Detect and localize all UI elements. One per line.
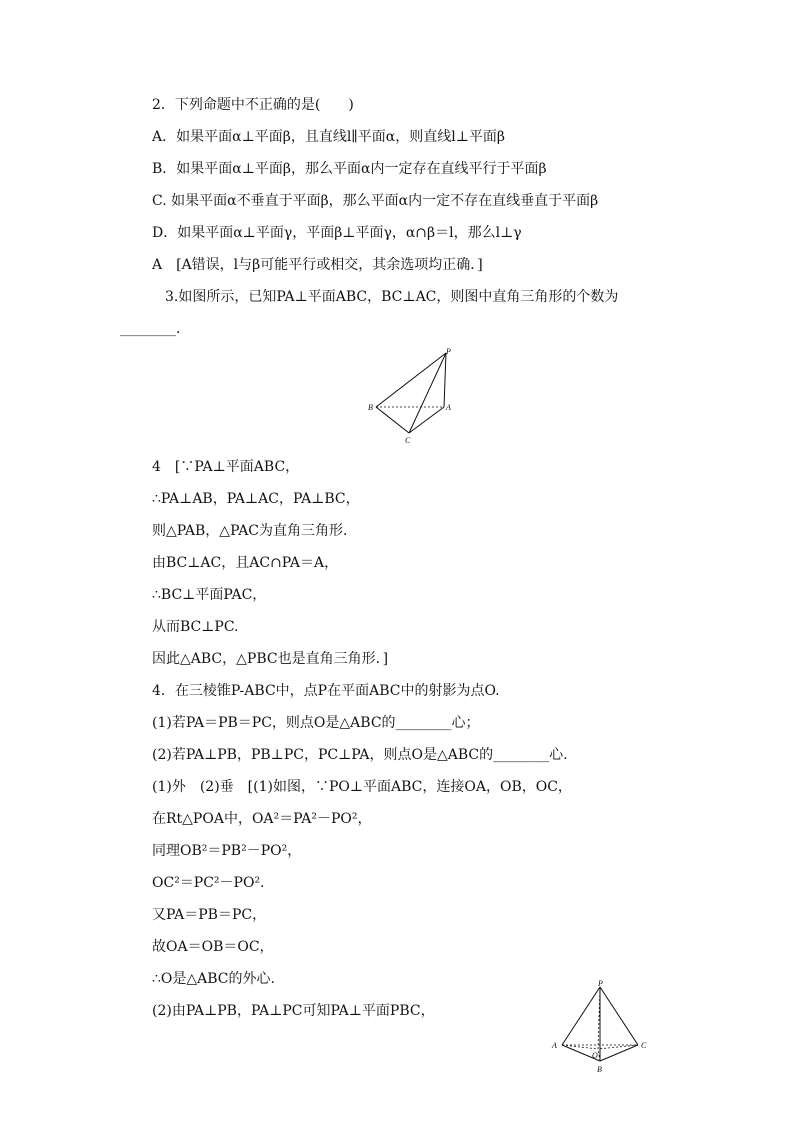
- label-c: C: [405, 436, 411, 445]
- text-line: ∴BC⊥平面PAC，: [152, 587, 267, 603]
- text-line: C. 如果平面α不垂直于平面β，那么平面α内一定不存在直线垂直于平面β: [152, 193, 599, 209]
- text-line: 2．下列命题中不正确的是( ): [152, 97, 354, 113]
- text-line: 由BC⊥AC，且AC∩PA＝A，: [152, 555, 339, 571]
- text-line: 因此△ABC，△PBC也是直角三角形．]: [152, 651, 389, 667]
- text-line: D．如果平面α⊥平面γ，平面β⊥平面γ，α∩β＝l，那么l⊥γ: [152, 225, 522, 241]
- text-line: 3.如图所示，已知PA⊥平面ABC，BC⊥AC，则图中直角三角形的个数为: [165, 289, 619, 305]
- text-line: 又PA＝PB＝PC，: [152, 907, 267, 923]
- text-line: ∴O是△ABC的外心.: [152, 971, 275, 987]
- edge-pb: [376, 353, 446, 407]
- text-line: (2)若PA⊥PB，PB⊥PC，PC⊥PA，则点O是△ABC的________心.: [152, 747, 568, 763]
- text-line: 4 [∵PA⊥平面ABC，: [152, 459, 300, 475]
- text-line: 同理OB²＝PB²－PO²，: [152, 843, 302, 859]
- edge-pc: [600, 987, 638, 1045]
- text-line: 4．在三棱锥P-ABC中，点P在平面ABC中的射影为点O.: [152, 683, 500, 699]
- figure-pyramid-projection: [548, 975, 658, 1085]
- label-c: C: [641, 1041, 647, 1050]
- text-line: B．如果平面α⊥平面β，那么平面α内一定存在直线平行于平面β: [152, 161, 547, 177]
- label-p: P: [598, 979, 603, 988]
- figure-1-svg: [360, 345, 460, 455]
- label-p: P: [446, 347, 451, 356]
- text-line: A．如果平面α⊥平面β，且直线l∥平面α，则直线l⊥平面β: [152, 129, 505, 145]
- edge-pa: [444, 353, 446, 407]
- edge-pa: [562, 987, 600, 1045]
- edge-cb: [600, 1045, 638, 1061]
- edge-ac: [409, 407, 444, 433]
- label-a: A: [552, 1041, 557, 1050]
- label-o: O: [592, 1051, 598, 1060]
- text-line: (1)外 (2)垂 [(1)如图，∵PO⊥平面ABC，连接OA，OB，OC，: [152, 779, 572, 795]
- text-line: ∴PA⊥AB，PA⊥AC，PA⊥BC，: [152, 491, 360, 507]
- label-a: A: [446, 403, 451, 412]
- edge-bc: [376, 407, 409, 433]
- figure-2-svg: [548, 975, 658, 1085]
- edge-pc: [409, 353, 446, 433]
- label-b: B: [368, 403, 373, 412]
- text-line: A [A错误，l与β可能平行或相交，其余选项均正确．]: [152, 257, 483, 273]
- text-line: OC²＝PC²－PO².: [152, 875, 265, 891]
- text-line: 从而BC⊥PC.: [152, 619, 239, 635]
- text-line: 故OA＝OB＝OC，: [152, 939, 274, 955]
- text-line: (2)由PA⊥PB，PA⊥PC可知PA⊥平面PBC，: [152, 1003, 435, 1019]
- label-b: B: [597, 1065, 602, 1074]
- text-line: 则△PAB，△PAC为直角三角形．: [152, 523, 358, 539]
- text-line: ________．: [120, 321, 190, 337]
- text-line: (1)若PA＝PB＝PC，则点O是△ABC的________心；: [152, 715, 480, 731]
- text-line: 在Rt△POA中，OA²＝PA²－PO²，: [152, 811, 372, 827]
- figure-tetrahedron-pabc: [360, 345, 460, 455]
